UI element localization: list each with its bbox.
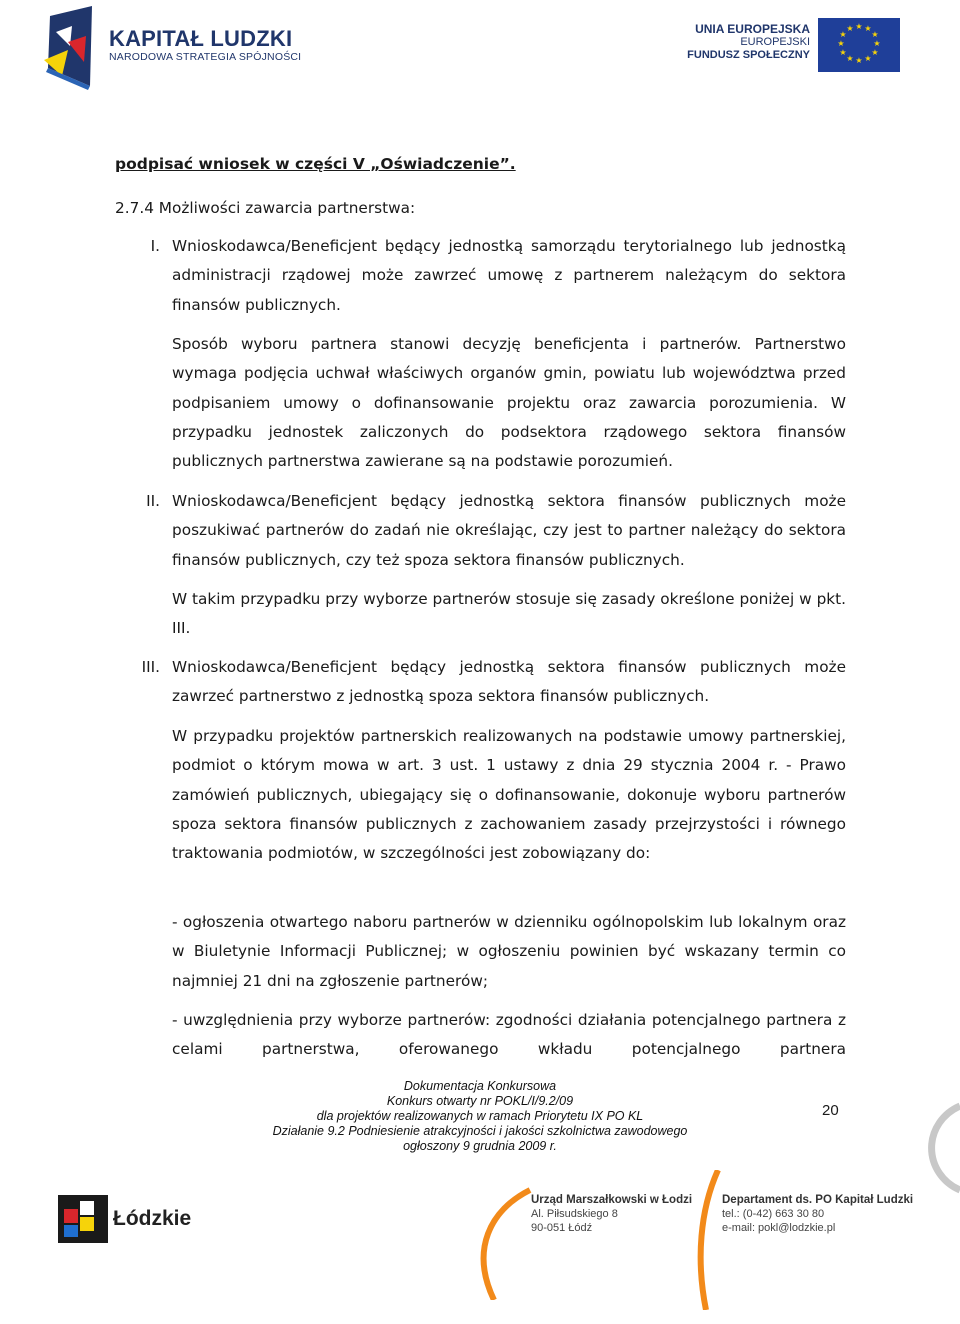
- doc-line: dla projektów realizowanych w ramach Priorytetu IX PO KL: [316, 1109, 644, 1123]
- doc-line: Konkurs otwarty nr POKL/I/9.2/09: [386, 1094, 574, 1108]
- svg-text:★: ★: [837, 39, 845, 48]
- svg-text:★: ★: [864, 54, 872, 63]
- lodzkie-logo-icon: [58, 1195, 108, 1243]
- eu-line-2: EUROPEJSKI: [740, 36, 810, 48]
- item-marker: III.: [141, 658, 160, 676]
- office-name: Urząd Marszałkowski w Łodzi: [531, 1194, 693, 1206]
- department-contact: [722, 1193, 913, 1235]
- svg-text:★: ★: [864, 24, 872, 33]
- doc-line: ogłoszony 9 grudnia 2009 r.: [403, 1139, 557, 1153]
- eu-fund-label: [680, 22, 810, 62]
- kapital-ludzki-title: KAPITAŁ LUDZKI: [109, 26, 293, 51]
- svg-text:★: ★: [871, 48, 879, 57]
- paragraph: - ogłoszenia otwartego naboru partnerów w dzienniku ogólnopolskim lub lokalnym oraz w Biuletynie Informacji Publicznej; w ogłoszeniu powinien być wskazany termin co najmniej 21 dni na zgłoszenie partnerów;: [172, 913, 846, 990]
- page-heading: podpisać wniosek w części V „Oświadczenie”.: [115, 155, 516, 173]
- swoosh-icon: [450, 1150, 540, 1300]
- decorative-arc-icon: [906, 1098, 960, 1198]
- department-email: e-mail: pokl@lodzkie.pl: [722, 1222, 836, 1234]
- section-title: 2.7.4 Możliwości zawarcia partnerstwa:: [115, 199, 416, 217]
- office-city: 90-051 Łódź: [531, 1222, 593, 1234]
- eu-line-3: FUNDUSZ SPOŁECZNY: [687, 49, 810, 61]
- paragraph: - uwzględnienia przy wyborze partnerów: zgodności działania potencjalnego partnera z celami partnerstwa, oferowanego wkładu potencjalnego partnera: [172, 1011, 846, 1059]
- paragraph: Wnioskodawca/Beneficjent będący jednostką sektora finansów publicznych może zawrzeć partnerstwo z jednostką spoza sektora finansów publicznych.: [172, 658, 846, 706]
- item-marker: II.: [146, 492, 160, 510]
- svg-text:★: ★: [871, 30, 879, 39]
- kapital-ludzki-subtitle: NARODOWA STRATEGIA SPÓJNOŚCI: [109, 51, 302, 63]
- page-number: 20: [822, 1102, 839, 1119]
- svg-text:★: ★: [839, 48, 847, 57]
- svg-text:★: ★: [873, 39, 881, 48]
- paragraph: Wnioskodawca/Beneficjent będący jednostką samorządu terytorialnego lub jednostką administracji rządowej może zawrzeć umowę z partnerem należącym do sektora finansów publicznych.: [172, 237, 846, 314]
- eu-line-1: UNIA EUROPEJSKA: [695, 22, 810, 36]
- svg-text:★: ★: [839, 30, 847, 39]
- department-phone: tel.: (0-42) 663 30 80: [722, 1208, 825, 1220]
- paragraph: W przypadku projektów partnerskich realizowanych na podstawie umowy partnerskiej, podmiot o którym mowa w art. 3 ust. 1 ustawy z dnia 29 stycznia 2004 r. - Prawo zamówień publicznych, ubiegający się o dofinansowanie, dokonuje wyboru partnerów spoza sektora finansów publicznych z zachowaniem zasady przejrzystości i równego traktowania podmiotów, w szczególności jest zobowiązany do:: [172, 727, 846, 863]
- office-street: Al. Piłsudskiego 8: [531, 1208, 618, 1220]
- svg-text:★: ★: [846, 54, 854, 63]
- svg-text:★: ★: [846, 24, 854, 33]
- eu-flag-icon: [818, 18, 900, 72]
- svg-text:★: ★: [855, 22, 863, 31]
- office-address: [531, 1193, 692, 1235]
- svg-text:★: ★: [855, 56, 863, 65]
- paragraph: Wnioskodawca/Beneficjent będący jednostką sektora finansów publicznych może poszukiwać partnerów do zadań nie określając, czy jest to partner należący do sektora finansów publicznych, czy też spoza sektora finansów publicznych.: [172, 492, 846, 569]
- swoosh-icon: [690, 1170, 730, 1310]
- paragraph: W takim przypadku przy wyborze partnerów stosuje się zasady określone poniżej w pkt. III.: [172, 590, 846, 638]
- document-info: [250, 1079, 710, 1154]
- doc-line: Działanie 9.2 Podniesienie atrakcyjności i jakości szkolnictwa zawodowego: [272, 1124, 688, 1138]
- department-name: Departament ds. PO Kapitał Ludzki: [722, 1194, 914, 1206]
- lodzkie-logo-text: Łódzkie: [113, 1207, 192, 1230]
- paragraph: Sposób wyboru partnera stanowi decyzję beneficjenta i partnerów. Partnerstwo wymaga podjęcia uchwał właściwych organów gmin, powiatu lub województwa przed podpisaniem umowy o dofinansowanie projektu oraz zawarcia porozumienia. W przypadku jednostek zaliczonych do podsektora rządowego sektora finansów publicznych partnerstwa zawierane są na podstawie porozumień.: [172, 335, 846, 471]
- doc-line: Dokumentacja Konkursowa: [403, 1079, 557, 1093]
- item-marker: I.: [150, 237, 160, 255]
